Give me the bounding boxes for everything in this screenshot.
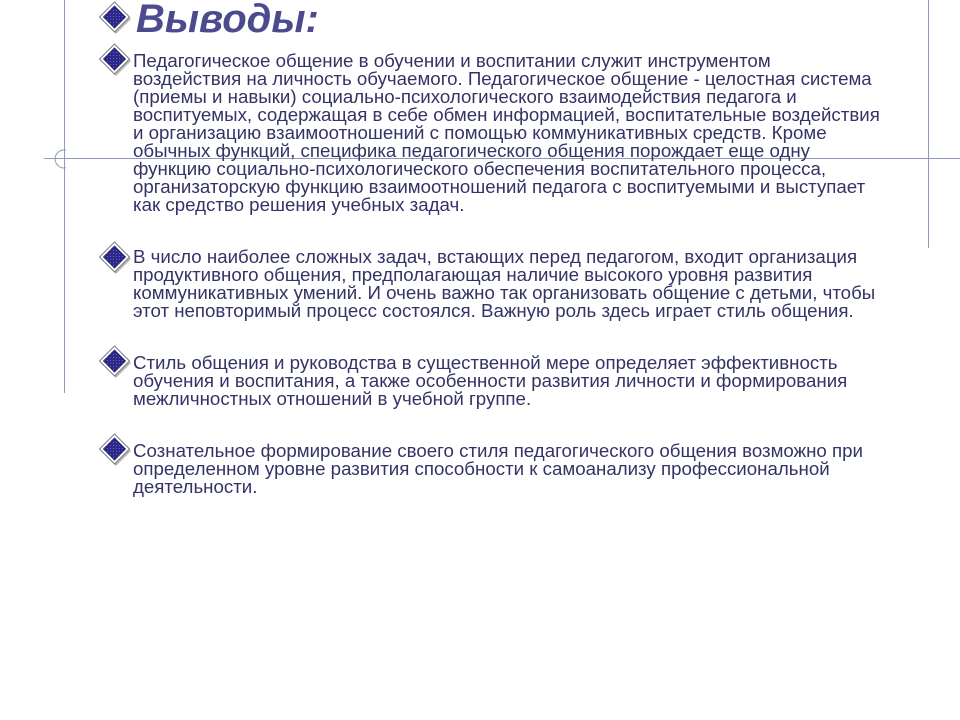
paragraph-line: этот неповторимый процесс состоялся. Важную роль здесь играет стиль общения. [133,300,854,321]
slide-title: Выводы: [136,0,319,41]
bullet-paragraph [133,442,863,496]
paragraph-line: и организацию взаимоотношений с помощью коммуникативных средств. Кроме [133,122,827,143]
paragraph-line: коммуникативных умений. И очень важно так организовать общение с детьми, чтобы [133,282,876,303]
paragraph-line: определенном уровне развития способности к самоанализу профессиональной [133,458,830,479]
diamond-bullet-icon [98,43,132,77]
paragraph-line: (приемы и навыки) социально-психологического взаимодействия педагога и [133,86,797,107]
paragraph-line: продуктивного общения, предполагающая наличие высокого уровня развития [133,264,813,285]
paragraph-line: функцию социально-психологического обеспечения воспитательного процесса, [133,158,827,179]
paragraph-line: воспитуемых, содержащая в себе обмен информацией, воспитательные воздействия [133,104,880,125]
diamond-bullet-icon [98,345,132,379]
paragraph-line: Сознательное формирование своего стиля педагогического общения возможно при [133,440,863,461]
diamond-bullet-icon [98,241,132,275]
paragraph-line: как средство решения учебных задач. [133,194,465,215]
diamond-bullet-icon [98,433,132,467]
paragraph-line: Стиль общения и руководства в существенной мере определяет эффективность [133,352,838,373]
paragraph-line: В число наиболее сложных задач, встающих перед педагогом, входит организация [133,246,858,267]
paragraph-line: обучения и воспитания, а также особенности развития личности и формирования [133,370,848,391]
bullet-paragraph [133,354,847,408]
diamond-bullet-icon [98,1,132,35]
paragraph-line: Педагогическое общение в обучении и воспитании служит инструментом [133,50,771,71]
bullet-paragraph [133,52,880,214]
paragraph-line: межличностных отношений в учебной группе. [133,388,532,409]
paragraph-line: организаторскую функцию взаимоотношений педагога с воспитуемыми и выступает [133,176,866,197]
paragraph-line: деятельности. [133,476,258,497]
paragraph-line: воздействия на личность обучаемого. Педагогическое общение - целостная система [133,68,872,89]
bullet-paragraph [133,248,875,320]
paragraph-line: обычных функций, специфика педагогического общения порождает еще одну [133,140,811,161]
